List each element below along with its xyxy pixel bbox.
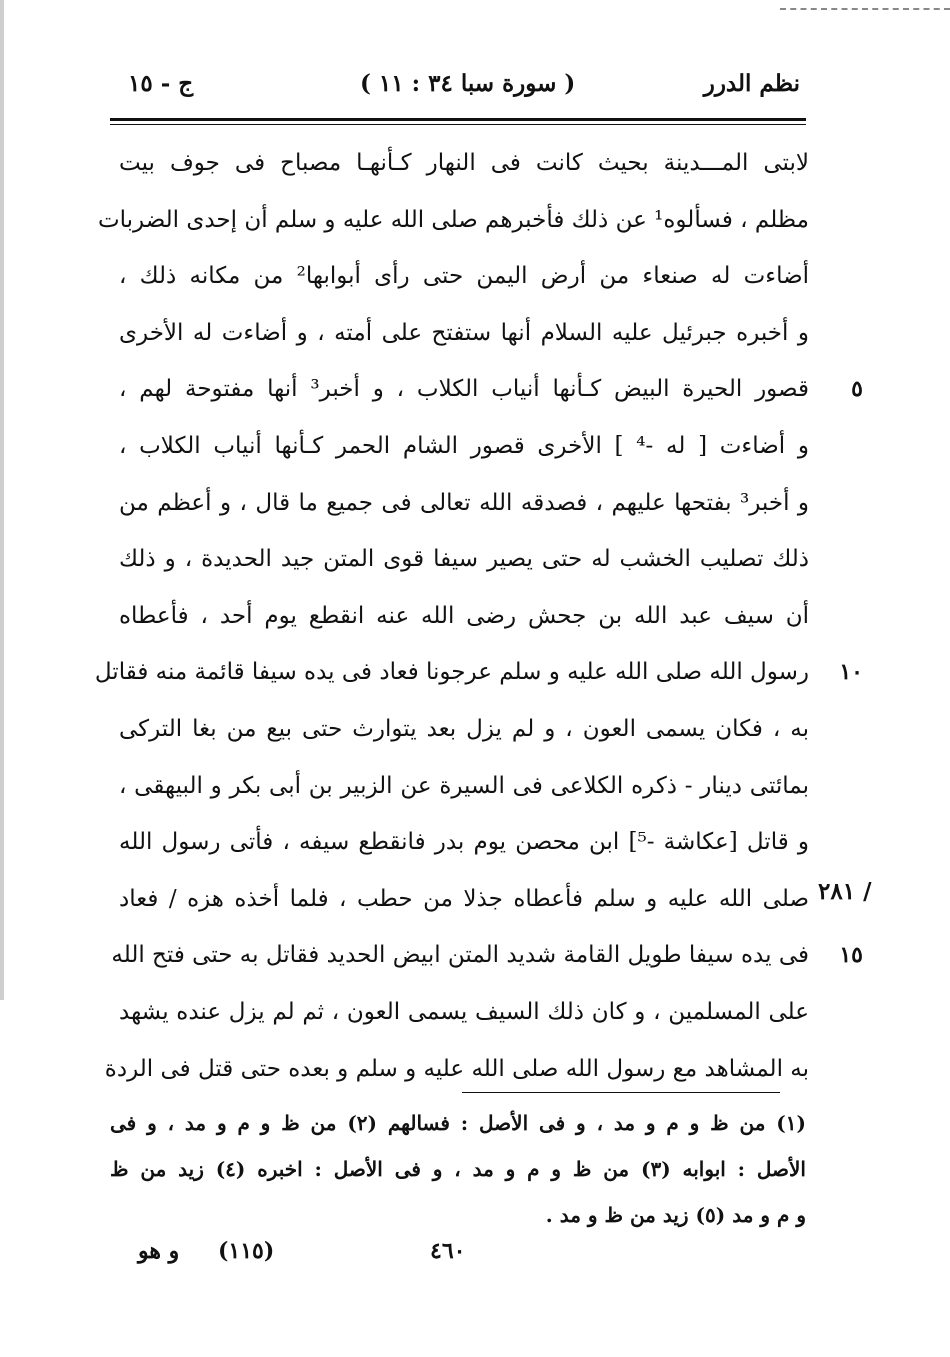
text-line-content: فى يده سيفا طويل القامة شديد المتن ابيض الحديد فقاتل به حتى فتح الله [111,942,809,969]
text-line [115,248,809,305]
text-line [115,418,809,475]
text-line-content: و أخبره جبرئيل عليه السلام أنها ستفتح على أمته ، و أضاءت له الأخرى [119,319,809,346]
text-line-content: مظلم ، فسألوه¹ عن ذلك فأخبرهم صلى الله عليه و سلم أن إحدى الضربات [97,206,809,233]
text-line [94,644,863,701]
text-line [115,361,863,418]
header-rule [110,118,806,125]
text-line-content: و قاتل [عكاشة -⁵] ابن محصن يوم بدر فانقطع سيفه ، فأتى رسول الله [119,829,809,856]
text-line [115,814,809,871]
footnotes [110,1100,806,1238]
text-line-content: و أخبر³ بفتحها عليهم ، فصدقه الله تعالى فى جميع ما قال ، و أعظم من [119,489,809,516]
text-line [115,758,809,815]
text-line-content: صلى الله عليه و سلم فأعطاه جذلا من حطب ، فلما أخذه هزه / فعاد [119,885,809,912]
text-line [115,701,809,758]
text-line-content: على المسلمين ، و كان ذلك السيف يسمى العون ، ثم لم يزل عنده يشهد [119,998,809,1025]
catchword: و هو [138,1238,180,1264]
text-line-content: رسول الله صلى الله عليه و سلم عرجونا فعاد فى يده سيفا قائمة منه فقاتل [94,659,809,686]
text-line-content: أن سيف عبد الله بن جحش رضى الله عنه انقطع يوم أحد ، فأعطاه [119,602,809,629]
text-line [115,531,809,588]
text-line [115,871,809,928]
text-line-content: به المشاهد مع رسول الله صلى الله عليه و سلم و بعده حتى قتل فى الردة [104,1055,809,1082]
text-line [115,588,809,645]
text-line-content: لابتى المـــدينة بحيث كانت فى النهار كـأنهـا مصباح فى جوف بيت [119,150,809,176]
text-line-content: و أضاءت [ له -⁴ ] الأخرى قصور الشام الحمر كـأنها أنياب الكلاب ، [119,432,809,459]
surah-reference: ( سورة سبا ٣٤ : ١١ ) [360,70,576,97]
footnote-line: (١) من ظ و م و مد ، و فى الأصل : فسالهم (٢) من ظ و م و مد ، و فى [110,1111,806,1135]
line-number-marker: ٥ [851,376,863,403]
text-line [115,984,809,1041]
text-line-content: أضاءت له صنعاء من أرض اليمن حتى رأى أبوابها² من مكانه ذلك ، [119,263,809,290]
page-number: ٤٦٠ [430,1238,466,1264]
text-line [97,192,809,249]
text-line-content: بمائتى دينار - ذكره الكلاعى فى السيرة عن الزبير بن أبى بكر و البيهقى ، [119,772,809,799]
text-line [115,135,809,192]
footnote-line: و م و مد (٥) زيد من ظ و مد . [545,1203,806,1227]
volume-reference: ج - ١٥ [128,70,194,97]
text-line-content: ذلك تصليب الخشب له حتى يصير سيفا قوى المتن جيد الحديدة ، و ذلك [119,546,809,573]
text-line [115,305,809,362]
text-line [104,1041,809,1098]
running-header [110,70,800,110]
footnote-rule [462,1092,780,1093]
text-line-content: قصور الحيرة البيض كـأنها أنياب الكلاب ، و أخبر³ أنها مفتوحة لهم ، [119,376,809,403]
line-number-marker: ١٠ [839,659,863,686]
page-edge-shadow [0,0,4,1000]
line-number-marker: ١٥ [839,942,863,969]
text-line-content: به ، فكان يسمى العون ، و لم يزل بعد يتوارث حتى بيع من بغا التركى [119,715,809,742]
cut-line [780,8,950,10]
book-title: نظم الدرر [703,70,800,97]
footnote-line: الأصل : ابوابه (٣) من ظ و م و مد ، و فى الأصل : اخبره (٤) زيد من ظ [110,1157,806,1181]
signature-mark: (١١٥) [218,1238,275,1264]
text-line [111,927,863,984]
text-line [115,475,809,532]
margin-folio-note: / ٢٨١ [818,878,872,905]
